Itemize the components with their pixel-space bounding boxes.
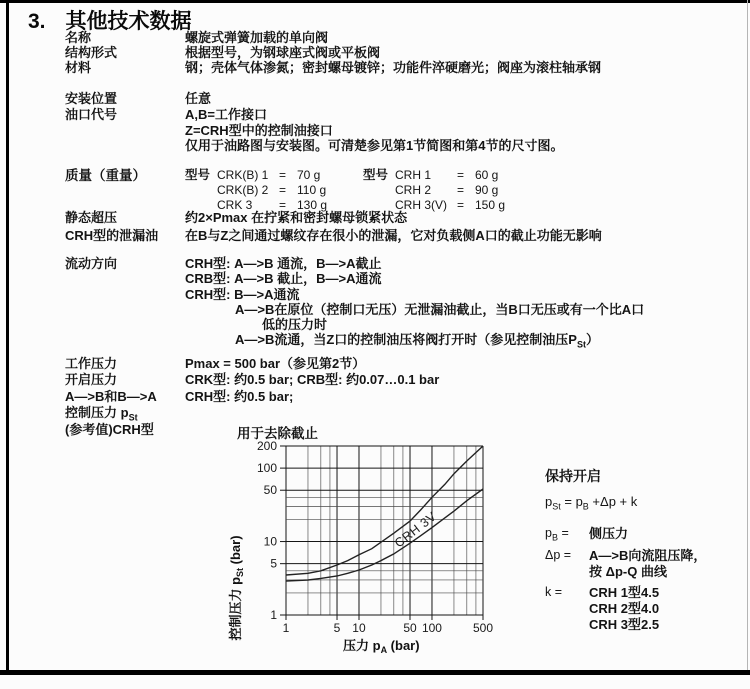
spec-label: 流动方向 xyxy=(65,256,118,271)
spec-value xyxy=(185,227,730,245)
spec-value-line: 钢；壳体气体渗氮；密封螺母镀锌；功能件淬硬磨光；阀座为滚柱轴承钢 xyxy=(185,60,602,76)
page-border-bottom xyxy=(0,670,750,675)
weight-type-prefix: 型号 xyxy=(185,168,211,182)
spec-row xyxy=(65,389,730,405)
y-axis-label: 控制压力 pSt (bar) xyxy=(228,535,245,641)
spec-value-line: CRB型: A—>B 截止，B—>A通流 xyxy=(185,271,382,287)
spec-value xyxy=(185,30,730,45)
y-tick-label: 100 xyxy=(256,461,277,476)
weight-column xyxy=(185,168,349,213)
x-tick-label: 1 xyxy=(282,621,290,635)
spec-value xyxy=(185,107,730,154)
hold-open-text-line: 侧压力 xyxy=(589,526,629,541)
curve-upper xyxy=(286,446,483,575)
spec-value-line: A—>B流通，当Z口的控制油压将阀打开时（参见控制油压$P_{St}$） xyxy=(235,332,599,351)
spec-row xyxy=(65,30,730,45)
weight-model: CRH 3(V) xyxy=(395,198,448,212)
weight-type-prefix xyxy=(185,183,217,198)
weight-value: 110 g xyxy=(297,183,327,197)
weight-value: 60 g xyxy=(475,168,499,182)
spec-value xyxy=(185,256,730,351)
x-tick-label: 50 xyxy=(403,621,417,635)
hold-open-symbol: k = xyxy=(545,585,563,600)
control-pressure-chart xyxy=(200,438,535,663)
hold-open-text-line: 按 Δp-Q 曲线 xyxy=(589,563,667,579)
weight-model: CRK(B) 1 xyxy=(217,168,269,182)
weight-model: CRH 1 xyxy=(395,168,432,182)
spec-label: 结构形式 xyxy=(65,45,118,61)
spec-label: 静态超压 xyxy=(65,210,118,225)
weight-model: CRK 3 xyxy=(217,198,253,212)
spec-label: A—>B和B—>A xyxy=(65,388,157,404)
spec-label: 名称 xyxy=(65,30,92,45)
spec-row xyxy=(65,356,730,372)
x-tick-label: 5 xyxy=(333,621,341,635)
chart-title: 用于去除截止 xyxy=(237,426,318,441)
spec-value-line: 在B与Z之间通过螺纹存在很小的泄漏，它对负载侧A口的截止功能无影响 xyxy=(185,227,602,243)
hold-open-text-line: CRH 1型4.5 xyxy=(589,585,660,601)
spec-value-line: A—>B在原位（控制口无压）无泄漏油截止，当B口无压或有一个比A口 xyxy=(235,301,645,317)
spec-value-line: 约2×Pmax 在拧紧和密封螺母锁紧状态 xyxy=(185,210,408,225)
weight-value: 130 g xyxy=(297,198,328,212)
section-title: 其他技术数据 xyxy=(65,10,192,33)
spec-row xyxy=(65,405,730,421)
page-border-right xyxy=(747,0,748,670)
weight-equals: = xyxy=(279,168,287,182)
spec-value xyxy=(185,356,730,372)
hold-open-text xyxy=(589,548,706,580)
hold-open-item xyxy=(545,548,740,580)
spec-label: 安装位置 xyxy=(65,91,118,106)
hold-open-formula: $p_{St} = p_B +\Delta p + k$ xyxy=(545,494,638,512)
spec-value xyxy=(185,209,730,227)
spec-value-line: Z=CRH型中的控制油接口 xyxy=(185,122,333,138)
hold-open-text xyxy=(589,526,628,542)
x-axis-label: 压力 pA (bar) xyxy=(343,638,420,655)
spec-value xyxy=(185,60,730,75)
section-installation xyxy=(65,91,730,154)
hold-open-text xyxy=(589,585,659,632)
spec-value-line: 螺旋式弹簧加载的单向阀 xyxy=(185,30,329,45)
weight-columns xyxy=(185,168,730,213)
hold-open-item xyxy=(545,585,740,632)
spec-value-line: Pmax = 500 bar（参见第2节） xyxy=(185,356,366,371)
spec-row xyxy=(65,209,730,227)
y-tick-label: 5 xyxy=(270,556,277,571)
hold-open-title: 保持开启 xyxy=(545,468,601,484)
spec-label: 开启压力 xyxy=(65,372,118,388)
weight-equals: = xyxy=(457,198,465,212)
spec-value xyxy=(185,372,730,388)
weight-row xyxy=(65,168,730,213)
spec-row xyxy=(65,45,730,60)
x-tick-label: 500 xyxy=(472,621,494,635)
weight-type-prefix xyxy=(363,183,395,198)
spec-row xyxy=(65,422,730,438)
section-pressures xyxy=(65,356,730,438)
spec-value-line: CRH型: 约0.5 bar; xyxy=(185,388,294,404)
spec-value-line: 仅用于油路图与安装图。可清楚参见第1节简图和第4节的尺寸图。 xyxy=(185,138,564,154)
weight-value: 70 g xyxy=(297,168,321,182)
weight-tables xyxy=(185,168,730,213)
weight-model: CRH 2 xyxy=(395,183,432,197)
page-border-left xyxy=(6,0,9,675)
x-tick-label: 100 xyxy=(421,621,442,635)
hold-open-items xyxy=(545,526,740,633)
spec-value-line: CRK型: 约0.5 bar; CRB型: 约0.07…0.1 bar xyxy=(185,372,440,388)
weight-equals: = xyxy=(457,168,465,182)
weight-value: 150 g xyxy=(475,198,506,212)
weight-label: 质量（重量） xyxy=(65,168,146,183)
spec-row xyxy=(65,60,730,75)
weight-equals: = xyxy=(457,183,465,197)
spec-value xyxy=(185,91,730,107)
spec-label: 材料 xyxy=(65,60,92,76)
weight-value: 90 g xyxy=(475,183,499,197)
spec-value-line: 低的压力时 xyxy=(262,317,328,333)
weight-equals: = xyxy=(279,183,287,197)
spec-row xyxy=(65,107,730,154)
y-tick-label: 10 xyxy=(263,534,277,549)
x-tick-label: 10 xyxy=(352,621,366,635)
hold-open-symbol: Δp = xyxy=(545,547,572,562)
spec-value-line: 根据型号，为钢球座式阀或平板阀 xyxy=(185,45,381,61)
spec-label: (参考值)CRH型 xyxy=(65,421,154,437)
spec-value xyxy=(185,45,730,60)
hold-open-text-line: CRH 3型2.5 xyxy=(589,616,660,632)
section-flow-direction xyxy=(65,256,730,351)
hold-open-symbol: $p_B$ = xyxy=(545,526,569,543)
spec-label: 控制压力 $p_{St}$ xyxy=(65,405,138,423)
weight-column xyxy=(363,168,527,213)
spec-value-line: A,B=工作接口 xyxy=(185,106,267,122)
spec-label: 油口代号 xyxy=(65,106,118,122)
weight-model: CRK(B) 2 xyxy=(217,183,269,197)
section-number: 3. xyxy=(28,10,46,33)
y-tick-label: 200 xyxy=(256,439,277,453)
spec-value-line: CRH型: B—>A通流 xyxy=(185,286,300,302)
spec-value-line: CRH型: A—>B 通流，B—>A截止 xyxy=(185,256,382,271)
spec-label: CRH型的泄漏油 xyxy=(65,227,159,243)
y-tick-label: 1 xyxy=(270,608,277,622)
hold-open-item xyxy=(545,526,740,542)
weight-type-prefix: 型号 xyxy=(363,168,389,182)
spec-row xyxy=(65,227,730,245)
weight-equals: = xyxy=(279,198,287,212)
spec-value-line: 任意 xyxy=(185,91,212,106)
curve-label: CRH 3V xyxy=(391,509,440,551)
hold-open-text-line: CRH 2型4.0 xyxy=(589,601,660,617)
section-basic-specs xyxy=(65,30,730,76)
curve-lower xyxy=(286,489,483,581)
spec-label: 工作压力 xyxy=(65,356,118,371)
section-weight xyxy=(65,168,730,213)
y-tick-label: 50 xyxy=(263,483,277,498)
spec-row xyxy=(65,372,730,388)
hold-open-text-line: A—>B向流阻压降， xyxy=(589,547,707,563)
spec-value xyxy=(185,389,730,405)
hold-open-annotation xyxy=(545,466,740,639)
section-static-overpressure xyxy=(65,209,730,244)
spec-row xyxy=(65,256,730,351)
page-border-top xyxy=(0,0,750,3)
spec-row xyxy=(65,91,730,107)
